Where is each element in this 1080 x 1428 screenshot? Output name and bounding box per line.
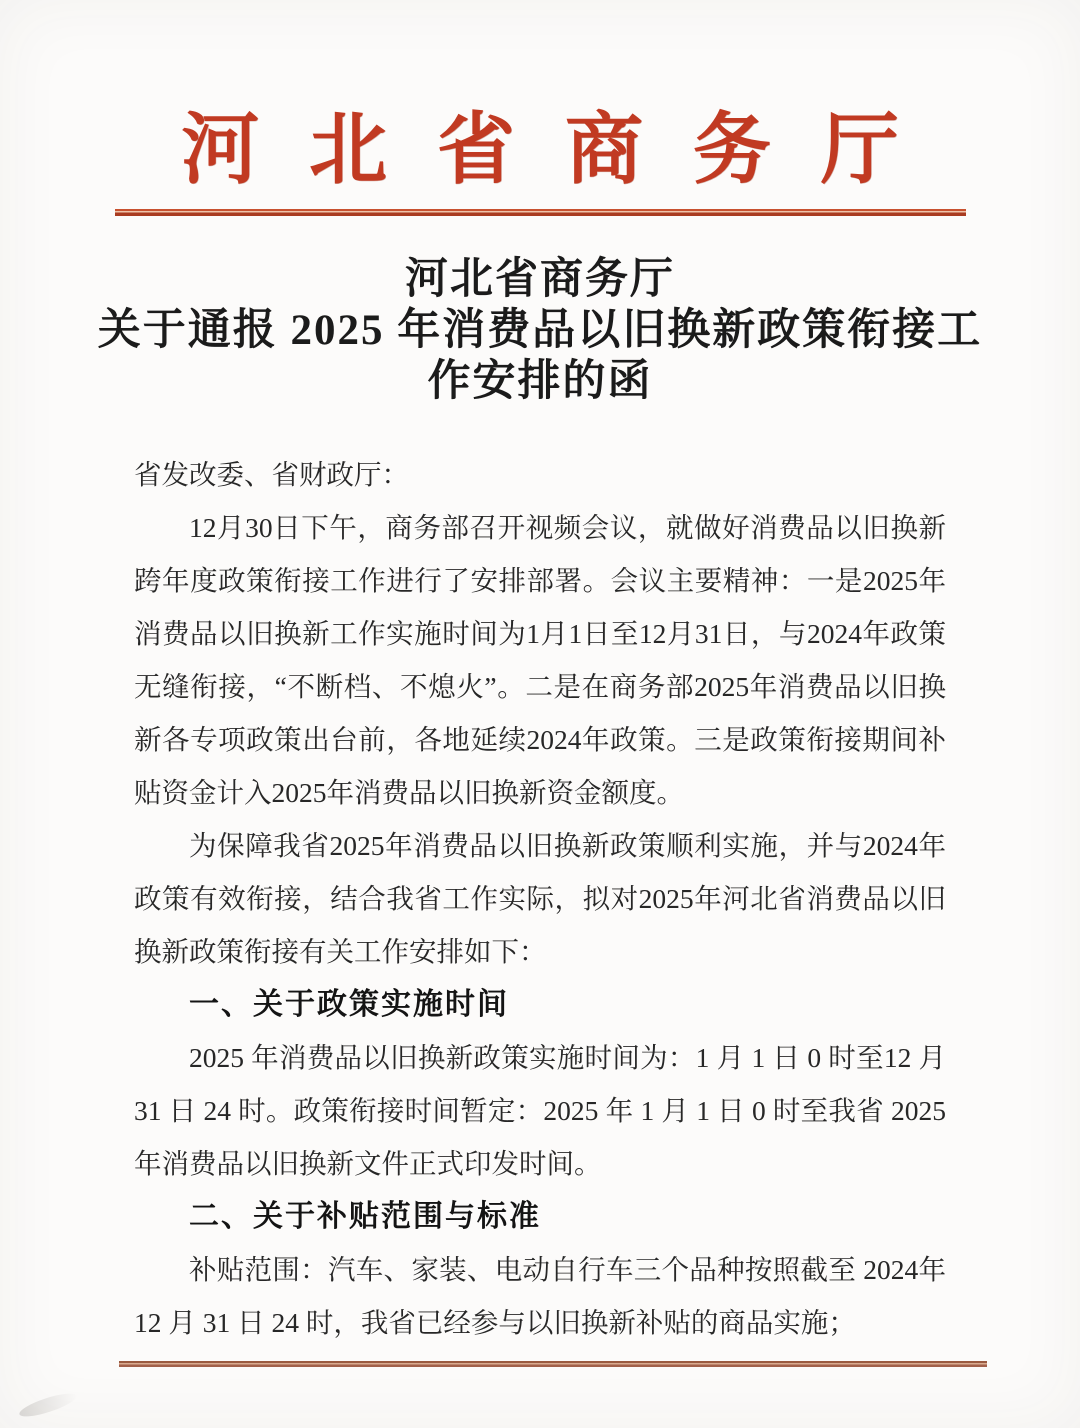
document-title [0,254,1080,407]
paragraph: 为保障我省2025年消费品以旧换新政策顺利实施，并与2024年政策有效衔接，结合我省工作实际，拟对2025年河北省消费品以旧换新政策衔接有关工作安排如下： [134,830,946,967]
document-body [134,448,946,1349]
letterhead-title: 河北省商务厅 [181,106,949,193]
paragraph: 补贴范围：汽车、家装、电动自行车三个品种按照截至 2024年 12 月 31 日 24 时，我省已经参与以旧换新补贴的商品实施； [134,1254,946,1338]
photo-crease-mark [17,1389,78,1421]
footer-divider [119,1361,987,1367]
paragraph: 2025 年消费品以旧换新政策实施时间为：1 月 1 日 0 时至12 月 31 日 24 时。政策衔接时间暂定：2025 年 1 月 1 日 0 时至我省 2025 年消费品以旧换新文件正式印发时间。 [134,1042,946,1179]
document-title-line-1: 河北省商务厅 [405,256,675,304]
document-title-line-2: 关于通报 2025 年消费品以旧换新政策衔接工 [97,307,983,355]
paragraph: 12月30日下午，商务部召开视频会议，就做好消费品以旧换新跨年度政策衔接工作进行了安排部署。会议主要精神：一是2025年消费品以旧换新工作实施时间为1月1日至12月31日，与2024年政策无缝衔接，“不断档、不熄火”。二是在商务部2025年消费品以旧换新各专项政策出台前，各地延续2024年政策。三是政策衔接期间补贴资金计入2025年消费品以旧换新资金额度。 [134,512,946,808]
section-heading: 二、关于补贴范围与标准 [189,1200,541,1233]
document-title-line-3: 作安排的函 [427,358,653,406]
section-heading: 一、关于政策实施时间 [189,988,509,1021]
letterhead-divider [115,209,966,216]
salutation: 省发改委、省财政厅： [134,459,409,490]
